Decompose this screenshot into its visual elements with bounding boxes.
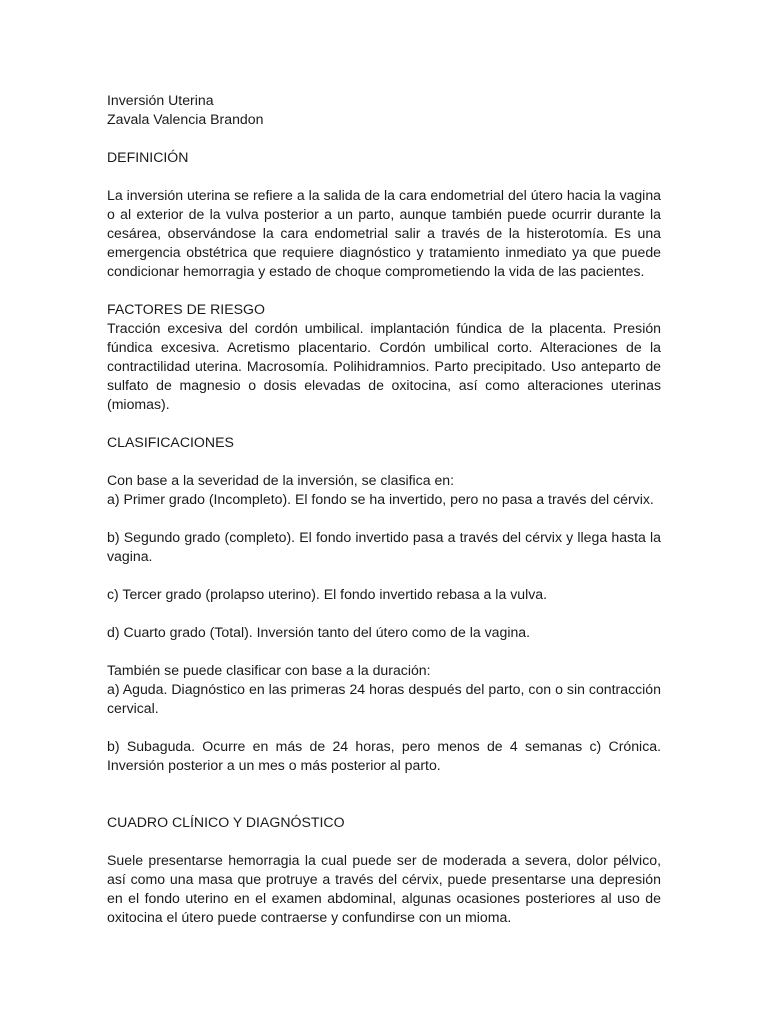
clasificacion-item: b) Segundo grado (completo). El fondo invertido pasa a través del cérvix y llega hasta la vagina.	[107, 529, 661, 564]
document-title: Inversión Uterina	[107, 92, 214, 108]
paragraph-cuadro: Suele presentarse hemorragia la cual puede ser de moderada a severa, dolor pélvico, así como una masa que protruye a través del cérvix, puede presentarse una depresión en el fondo uterino en el examen abdominal, algunas ocasiones posteriores al uso de oxitocina el útero puede contraerse y confundirse con un mioma.	[107, 852, 661, 925]
paragraph-factores: Tracción excesiva del cordón umbilical. implantación fúndica de la placenta. Presión fúndica excesiva. Acretismo placentario. Cordón umbilical corto. Alteraciones de la contractilidad uterina. Macrosomía. Polihidramnios. Parto precipitado. Uso anteparto de sulfato de magnesio o dosis elevadas de oxitocina, así como alteraciones uterinas (miomas).	[107, 320, 661, 412]
duracion-item: b) Subaguda. Ocurre en más de 24 horas, pero menos de 4 semanas c) Crónica. Inversión posterior a un mes o más posterior al parto.	[107, 738, 661, 773]
section-heading-clasificaciones: CLASIFICACIONES	[107, 434, 234, 450]
clasificacion-item: c) Tercer grado (prolapso uterino). El fondo invertido rebasa a la vulva.	[107, 586, 548, 602]
clasificacion-item: a) Primer grado (Incompleto). El fondo se ha invertido, pero no pasa a través del cérvix.	[107, 491, 654, 507]
section-heading-cuadro: CUADRO CLÍNICO Y DIAGNÓSTICO	[107, 814, 345, 830]
document-page	[107, 91, 661, 927]
document-author: Zavala Valencia Brandon	[107, 111, 264, 127]
clasificacion-item: d) Cuarto grado (Total). Inversión tanto del útero como de la vagina.	[107, 624, 531, 640]
clasificacion-intro: Con base a la severidad de la inversión, se clasifica en:	[107, 472, 455, 488]
section-heading-definicion: DEFINICIÓN	[107, 149, 189, 165]
paragraph-definicion: La inversión uterina se refiere a la salida de la cara endometrial del útero hacia la vagina o al exterior de la vulva posterior a un parto, aunque también puede ocurrir durante la cesárea, observándose la cara endometrial salir a través de la histerotomía. Es una emergencia obstétrica que requiere diagnóstico y tratamiento inmediato ya que puede condicionar hemorragia y estado de choque comprometiendo la vida de las pacientes.	[107, 187, 661, 279]
duracion-intro: También se puede clasificar con base a la duración:	[107, 662, 431, 678]
duracion-item: a) Aguda. Diagnóstico en las primeras 24 horas después del parto, con o sin contracción cervical.	[107, 681, 661, 716]
section-heading-factores: FACTORES DE RIESGO	[107, 301, 265, 317]
